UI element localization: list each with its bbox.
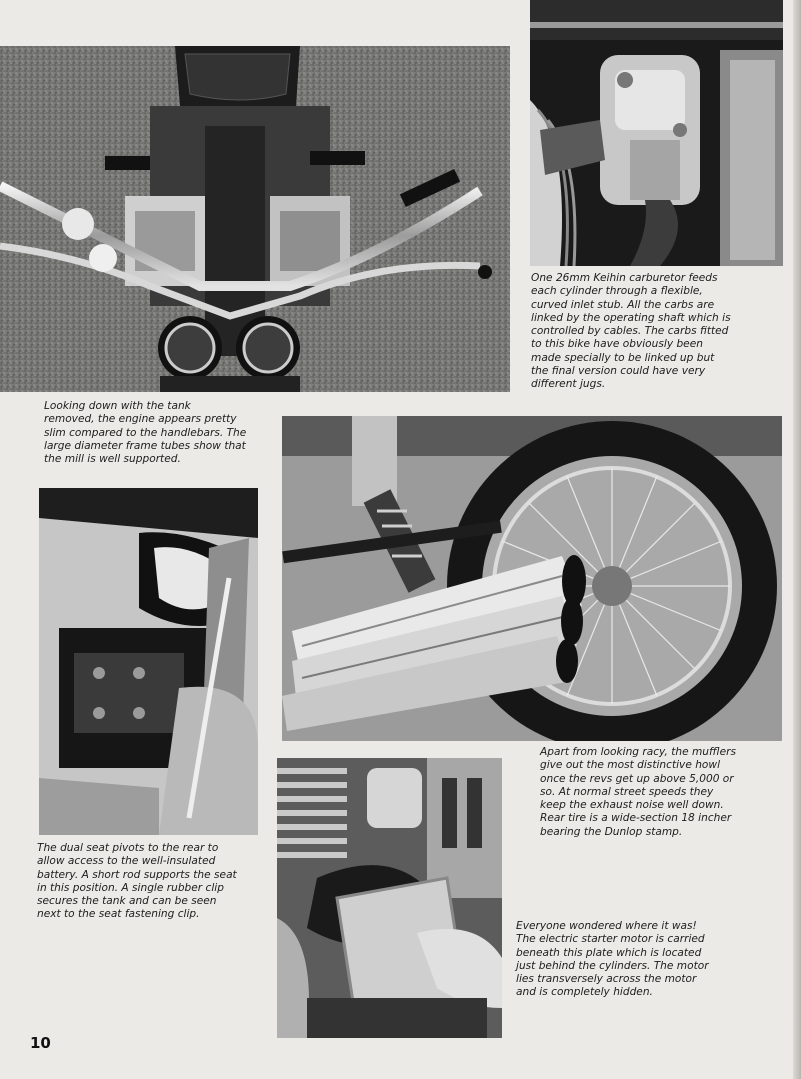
seat-photo [39,488,258,835]
seat-caption: The dual seat pivots to the rear to allow access to the well-insulated battery. A short rod supports the seat in this position. A single rubber clip secures the tank and can be seen next to the seat fastening clip. [37,842,237,921]
starter-caption: Everyone wondered where it was! The electric starter motor is carried beneath this plate which is located just behind the cylinders. The motor lies transversely across the motor and is completely hidden. [516,920,709,999]
page-number: 10 [30,1034,51,1052]
mufflers-photo [282,416,782,741]
mufflers-caption: Apart from looking racy, the mufflers give out the most distinctive howl once the revs get up above 5,000 or so. At normal street speeds they keep the exhaust noise well down. Rear tire is a wide-section 18 incher bearing the Dunlop stamp. [540,746,737,838]
starter-photo [277,758,502,1038]
handlebar-caption: Looking down with the tank removed, the engine appears pretty slim compared to the handlebars. The large diameter frame tubes show that the mill is well supported. [44,400,247,466]
carburetor-caption: One 26mm Keihin carburetor feeds each cylinder through a flexible, curved inlet stub. All the carbs are linked by the operating shaft which is controlled by cables. The carbs fitted to this bike have obviously been made specially to be linked up but the final version could have very different jugs. [531,272,731,391]
handlebar-photo [0,46,510,392]
page-edge [793,0,801,1079]
carburetor-photo [530,0,783,266]
